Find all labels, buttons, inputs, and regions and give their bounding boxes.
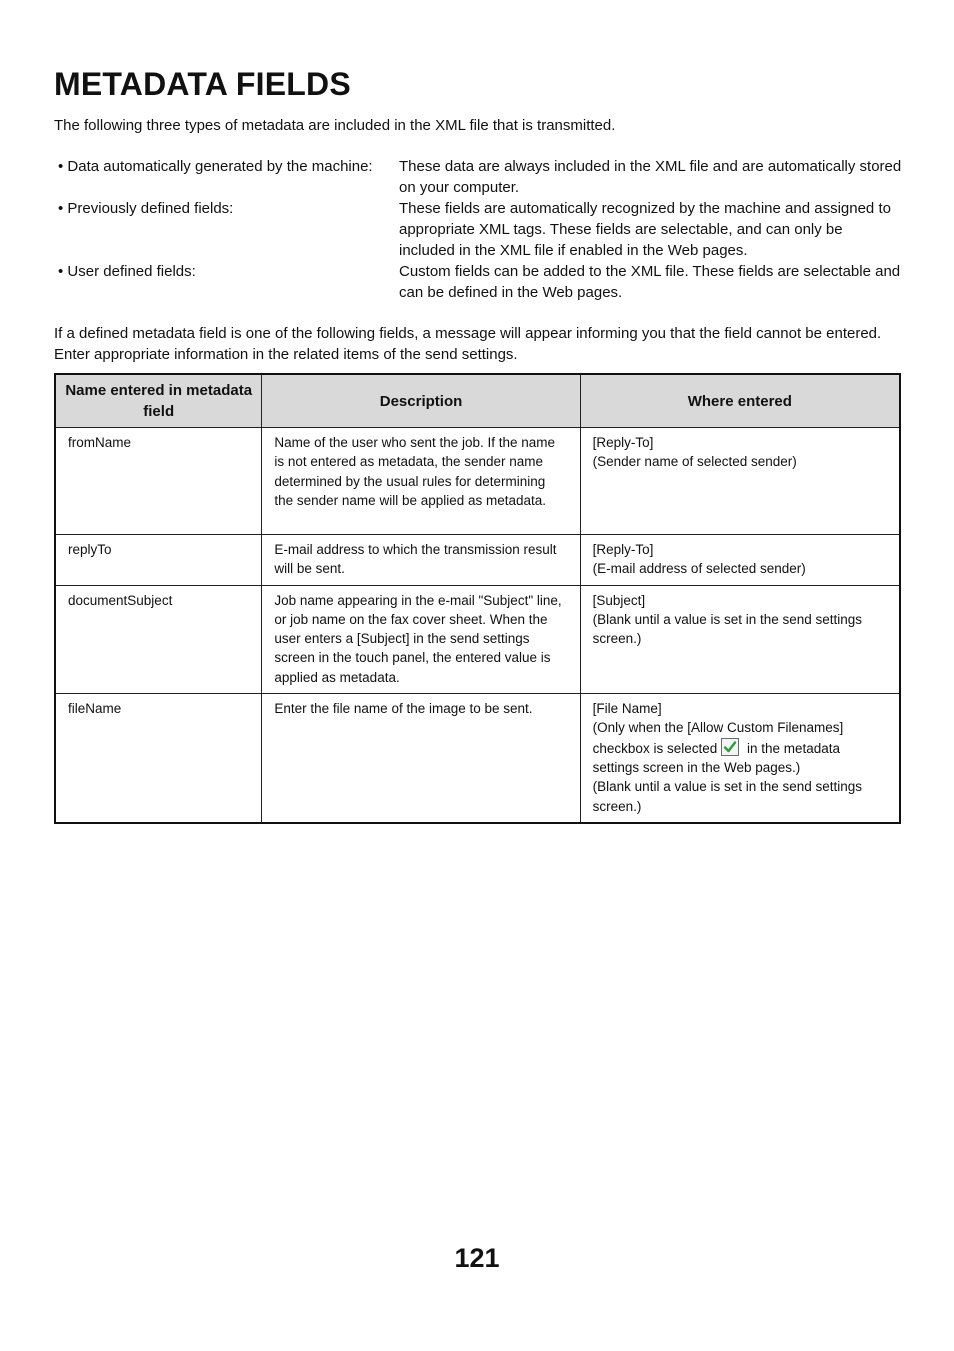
where-line: [Reply-To] [592, 542, 654, 557]
table-header-row [55, 374, 900, 428]
where-text-before-icon: (Only when the [Allow Custom Filenames] checkbox is selected [592, 720, 844, 756]
table-row [55, 428, 900, 535]
field-description: Enter the file name of the image to be sent. [262, 694, 580, 823]
where-line: (Blank until a value is set in the send settings screen.) [592, 779, 863, 814]
where-line: [Reply-To] [592, 435, 654, 450]
field-description: Job name appearing in the e-mail "Subject" line, or job name on the fax cover sheet. When the user enters a [Subject] in the send settings screen in the touch panel, the entered value is applied as metadata. [262, 585, 580, 693]
header-description: Description [262, 374, 580, 428]
list-item [58, 198, 902, 261]
page-number: 121 [454, 1243, 500, 1273]
header-name: Name entered in metadata field [55, 374, 262, 428]
where-line: [File Name] [592, 701, 662, 717]
where-line: (E-mail address of selected sender) [592, 561, 806, 577]
field-name: documentSubject [55, 585, 262, 693]
field-where [580, 585, 900, 693]
where-line: (Blank until a value is set in the send settings screen.) [592, 611, 863, 647]
list-item [58, 156, 902, 198]
type-description: These fields are automatically recognized by the machine and assigned to appropriate XML tags. These fields are selectable, and can only be included in the XML file if enabled in the Web pages. [399, 200, 891, 259]
page-title: METADATA FIELDS [54, 66, 351, 102]
note-text: If a defined metadata field is one of the following fields, a message will appear informing you that the field cannot be entered. Enter appropriate information in the related items of the send settings. [54, 325, 882, 363]
type-description: Custom fields can be added to the XML file. These fields are selectable and can be defined in the Web pages. [399, 263, 901, 301]
type-name: • Data automatically generated by the machine: [58, 158, 373, 175]
table-row [55, 694, 900, 823]
type-name: • User defined fields: [58, 263, 196, 280]
intro-text: The following three types of metadata are included in the XML file that is transmitted. [54, 117, 616, 134]
type-name: • Previously defined fields: [58, 200, 234, 217]
field-where [580, 535, 900, 586]
field-description: Name of the user who sent the job. If the name is not entered as metadata, the sender name determined by the usual rules for determining the sender name will be applied as metadata. [262, 428, 580, 535]
where-line: [Subject] [592, 592, 646, 608]
checkmark-icon [723, 740, 737, 754]
type-description: These data are always included in the XML file and are automatically stored on your computer. [399, 158, 902, 196]
table-row [55, 535, 900, 586]
field-where [580, 694, 900, 823]
metadata-types-list [58, 156, 902, 303]
checked-checkbox-icon [721, 738, 739, 756]
field-name: replyTo [55, 535, 262, 586]
field-description: E-mail address to which the transmission result will be sent. [262, 535, 580, 586]
header-where: Where entered [580, 374, 900, 428]
table-row [55, 585, 900, 693]
field-name: fromName [55, 428, 262, 535]
field-where [580, 428, 900, 535]
field-name: fileName [55, 694, 262, 823]
where-text-after-icon: in the metadata settings screen in the Web pages.) [592, 740, 841, 775]
where-line: (Sender name of selected sender) [592, 454, 797, 470]
list-item [58, 261, 902, 303]
metadata-fields-table [54, 373, 901, 824]
